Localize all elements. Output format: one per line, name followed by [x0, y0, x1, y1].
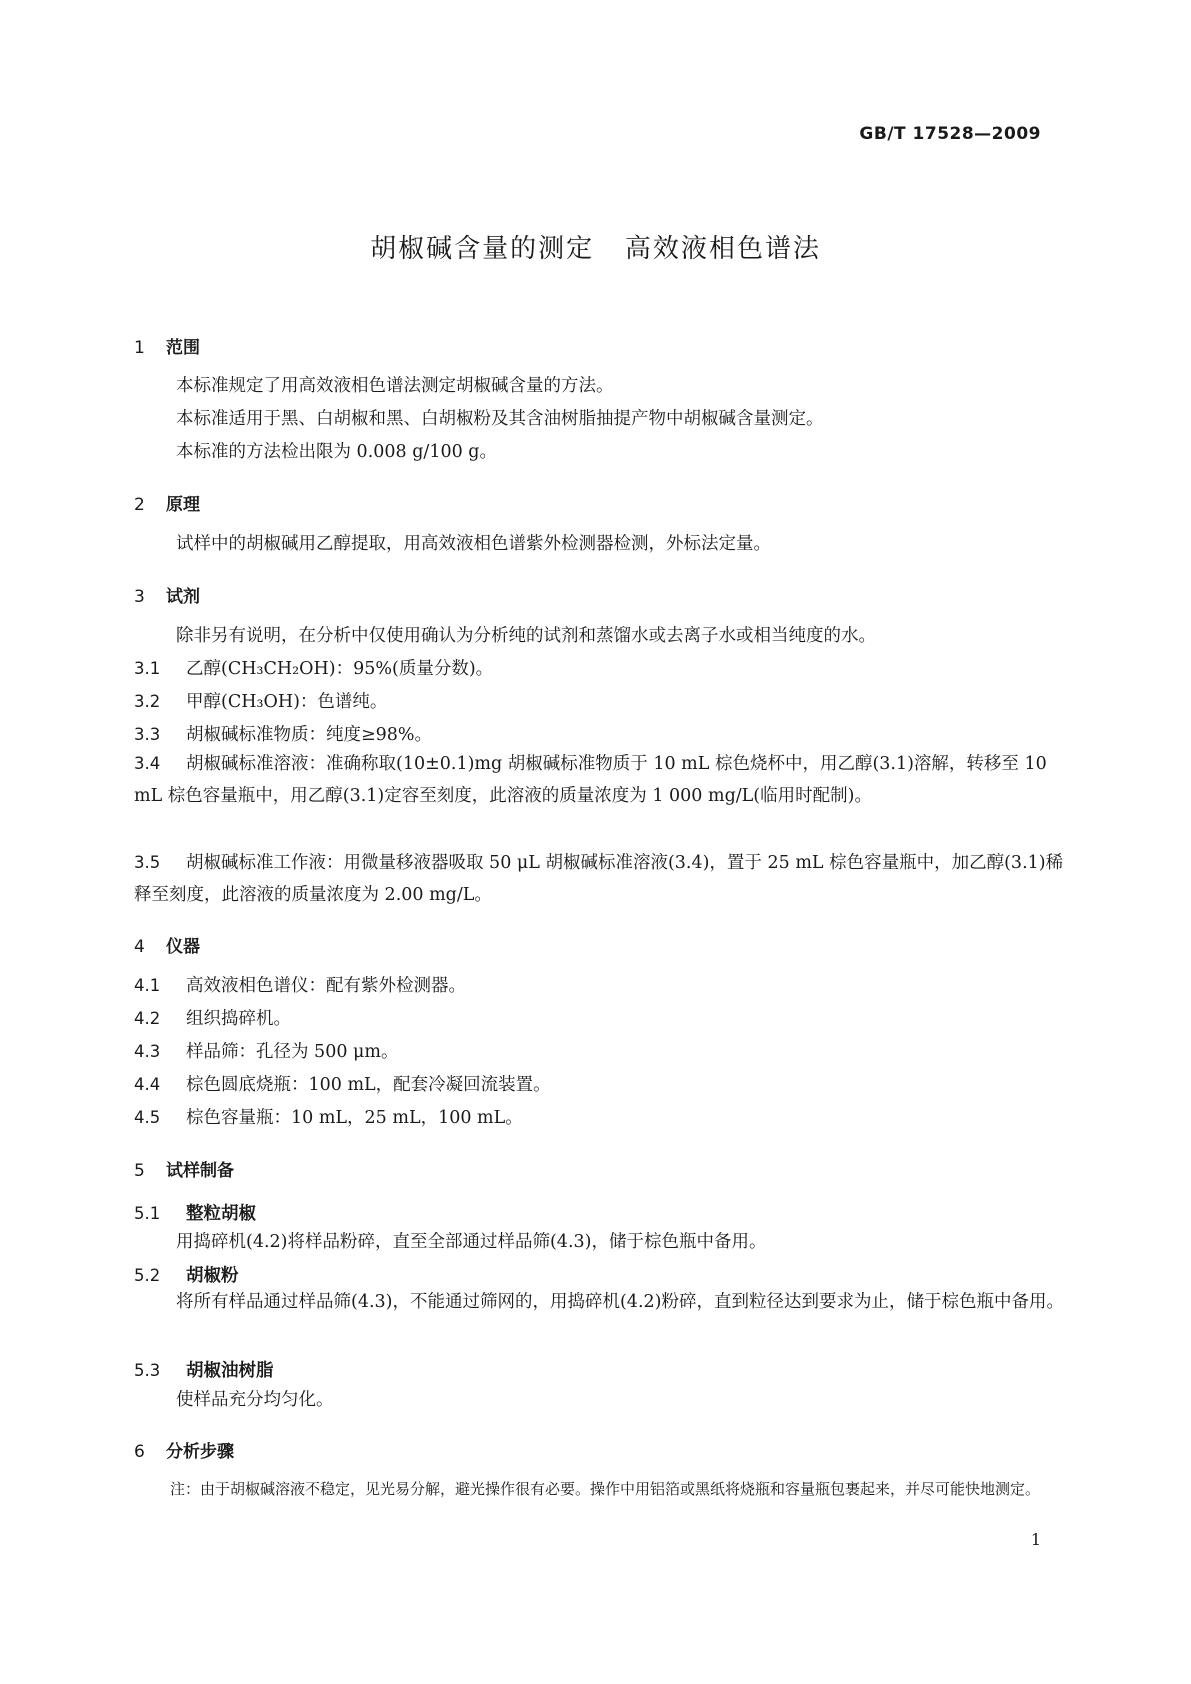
paragraph: 本标准的方法检出限为 0.008 g/100 g。: [176, 442, 497, 462]
section-heading: 2 原理: [134, 495, 200, 515]
subsection-heading: 5.1 整粒胡椒: [134, 1204, 256, 1224]
clause: 3.1 乙醇(CH₃CH₂OH)：95%(质量分数)。: [134, 659, 494, 679]
subsection-heading: 5.2 胡椒粉: [134, 1266, 239, 1286]
paragraph: 本标准适用于黑、白胡椒和黑、白胡椒粉及其含油树脂抽提产物中胡椒碱含量测定。: [176, 409, 824, 429]
page-number: 1: [1030, 1530, 1041, 1549]
clause: 3.2 甲醇(CH₃OH)：色谱纯。: [134, 692, 388, 712]
clause: 4.2 组织捣碎机。: [134, 1009, 291, 1029]
clause: 3.3 胡椒碱标准物质：纯度≥98%。: [134, 725, 433, 745]
clause: 3.5 胡椒碱标准工作液：用微量移液器吸取 50 μL 胡椒碱标准溶液(3.4)，置于 25 mL 棕色容量瓶中，加乙醇(3.1)稀释至刻度，此溶液的质量浓度为 2.00 mg/L。: [134, 853, 1064, 905]
section-heading: 3 试剂: [134, 587, 200, 607]
clause: 4.5 棕色容量瓶：10 mL，25 mL，100 mL。: [134, 1108, 523, 1128]
paragraph: 用捣碎机(4.2)将样品粉碎，直至全部通过样品筛(4.3)，储于棕色瓶中备用。: [176, 1232, 767, 1252]
paragraph: 将所有样品通过样品筛(4.3)，不能通过筛网的，用捣碎机(4.2)粉碎，直到粒径达到要求为止，储于棕色瓶中备用。: [176, 1292, 1064, 1312]
clause: 4.1 高效液相色谱仪：配有紫外检测器。: [134, 976, 466, 996]
clause: 3.4 胡椒碱标准溶液：准确称取(10±0.1)mg 胡椒碱标准物质于 10 mL 棕色烧杯中，用乙醇(3.1)溶解，转移至 10 mL 棕色容量瓶中，用乙醇(3.1)定容至刻度，此溶液的质量浓度为 1 000 mg/L(临用时配制)。: [134, 754, 1047, 806]
note: 注：由于胡椒碱溶液不稳定，见光易分解，避光操作很有必要。操作中用铝箔或黑纸将烧瓶和容量瓶包裹起来，并尽可能快地测定。: [170, 1480, 1041, 1498]
section-heading: 1 范围: [134, 338, 200, 358]
section-heading: 4 仪器: [134, 937, 200, 957]
clause: 4.4 棕色圆底烧瓶：100 mL，配套冷凝回流装置。: [134, 1075, 551, 1095]
section-heading: 6 分析步骤: [134, 1442, 234, 1462]
clause: 4.3 样品筛：孔径为 500 μm。: [134, 1042, 399, 1062]
subsection-heading: 5.3 胡椒油树脂: [134, 1361, 274, 1381]
paragraph: 除非另有说明，在分析中仅使用确认为分析纯的试剂和蒸馏水或去离子水或相当纯度的水。: [176, 626, 876, 646]
paragraph: 使样品充分均匀化。: [176, 1390, 334, 1410]
page-title: 胡椒碱含量的测定 高效液相色谱法: [370, 234, 821, 264]
paragraph: 本标准规定了用高效液相色谱法测定胡椒碱含量的方法。: [176, 376, 614, 396]
section-heading: 5 试样制备: [134, 1161, 234, 1181]
standard-number: GB/T 17528—2009: [859, 124, 1041, 144]
paragraph: 试样中的胡椒碱用乙醇提取，用高效液相色谱紫外检测器检测，外标法定量。: [176, 534, 771, 554]
